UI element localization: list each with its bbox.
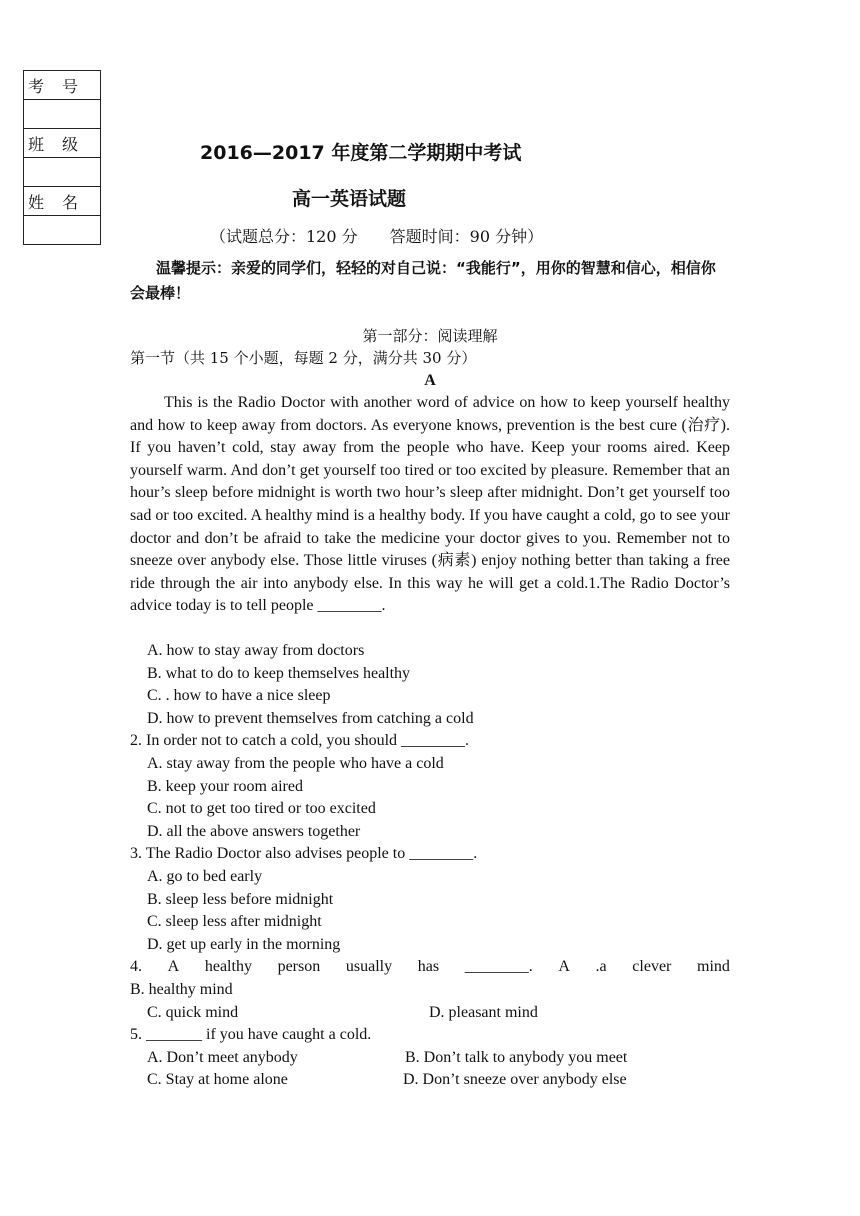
- q3-option-c: C. sleep less after midnight: [147, 913, 322, 931]
- exam-info: [210, 224, 575, 247]
- q4-word: has: [417, 958, 440, 976]
- q4-option-b: B. healthy mind: [130, 980, 233, 998]
- question-2: 2. In order not to catch a cold, you should ________.: [130, 732, 470, 750]
- q3-option-a: A. go to bed early: [147, 867, 263, 885]
- q4-option-d: D. pleasant mind: [429, 1003, 538, 1021]
- exam-number-field[interactable]: [24, 100, 101, 129]
- q4-word: healthy: [204, 958, 252, 976]
- q3-option-d: D. get up early in the morning: [147, 935, 341, 953]
- q4-word: .a: [595, 958, 607, 976]
- section-title: 第一节（共 15 个小题，每题 2 分，满分共 30 分）: [130, 349, 477, 367]
- exam-time: 答题时间：90 分钟）: [389, 227, 544, 246]
- q5-option-d: D. Don’t sneeze over anybody else: [403, 1071, 627, 1089]
- q2-option-c: C. not to get too tired or too excited: [147, 800, 376, 818]
- q5-option-c: C. Stay at home alone: [147, 1071, 288, 1089]
- q4-option-c: C. quick mind: [147, 1003, 239, 1021]
- q4-word: A: [167, 958, 180, 976]
- q1-option-d: D. how to prevent themselves from catching a cold: [147, 709, 474, 727]
- q1-option-b: B. what to do to keep themselves healthy: [147, 664, 411, 682]
- class-label: 班级: [24, 129, 101, 158]
- questions: [130, 640, 730, 1092]
- exam-subtitle: 高一英语试题: [292, 188, 407, 210]
- question-4: [130, 956, 730, 979]
- total-score: （试题总分：120 分: [210, 227, 358, 246]
- q2-option-b: B. keep your room aired: [147, 777, 303, 795]
- q3-option-b: B. sleep less before midnight: [147, 890, 334, 908]
- passage-text: This is the Radio Doctor with another word of advice on how to keep yourself healthy and how to keep away from doctors. As everyone knows, prevention is the best cure (治疗). If you haven’t cold, stay away from the people who have. Keep your rooms aired. Keep yourself warm. And don’t get yourself too tired or too excited by pleasure. Remember that an hour’s sleep before midnight is worth two hour’s sleep after midnight. Don’t get yourself too sad or too excited. A healthy mind is a healthy body. If you have caught a cold, go to see your doctor and don’t be afraid to take the medicine your doctor gives to you. Remember not to sneeze over anybody else. Those little viruses (病素) enjoy nothing better than taking a free ride through the air into anybody else. In this way he will get a cold.1.The Radio Doctor’s advice today is to tell people ________.: [130, 394, 730, 615]
- q5-options-row-1: [130, 1047, 730, 1070]
- q2-option-a: A. stay away from the people who have a cold: [147, 754, 444, 772]
- q4-word: clever: [632, 958, 672, 976]
- q1-option-a: A. how to stay away from doctors: [147, 642, 365, 659]
- name-label: 姓名: [24, 187, 101, 216]
- passage-letter: A: [424, 372, 436, 389]
- q5-options-row-2: [130, 1069, 730, 1092]
- exam-title: 2016—2017 年度第二学期期中考试: [200, 142, 522, 164]
- exam-number-label: 考号: [24, 71, 101, 100]
- q4-options-row: [130, 1002, 730, 1025]
- warm-tip: 温馨提示：亲爱的同学们，轻轻的对自己说：“我能行”，用你的智慧和信心，相信你会最棒！: [130, 259, 716, 302]
- q4-word: usually: [345, 958, 393, 976]
- q4-word: mind: [697, 958, 730, 976]
- q2-option-d: D. all the above answers together: [147, 822, 361, 840]
- q4-word: A: [558, 958, 570, 976]
- q1-option-c: C. . how to have a nice sleep: [147, 687, 331, 705]
- q5-option-a: A. Don’t meet anybody: [147, 1048, 298, 1066]
- question-3: 3. The Radio Doctor also advises people to ________.: [130, 845, 478, 863]
- student-info-table: [23, 70, 101, 245]
- q4-word: person: [277, 958, 321, 976]
- class-field[interactable]: [24, 158, 101, 187]
- part-title: 第一部分：阅读理解: [362, 327, 498, 345]
- q4-word: 4.: [130, 958, 142, 976]
- q5-option-b: B. Don’t talk to anybody you meet: [405, 1048, 628, 1066]
- name-field[interactable]: [24, 216, 101, 245]
- q4-word: ________.: [464, 958, 533, 976]
- question-5: 5. _______ if you have caught a cold.: [130, 1026, 372, 1044]
